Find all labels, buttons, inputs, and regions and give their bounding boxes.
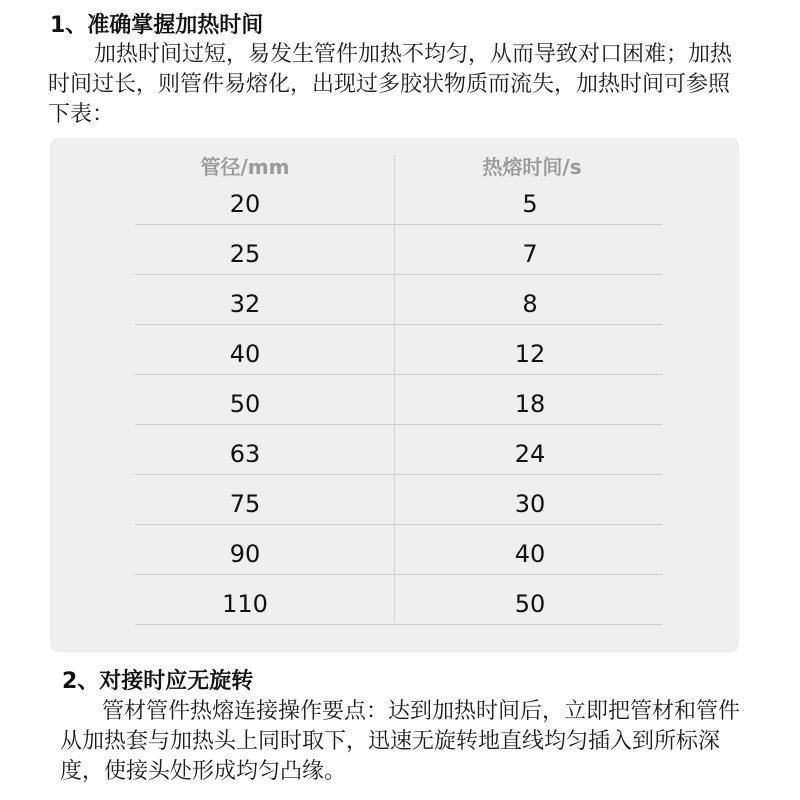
column-header-pipe-diameter: 管径/mm: [200, 155, 290, 179]
section-2-heading: 2、对接时应无旋转: [62, 669, 254, 694]
cell-pipe-diameter: 32: [229, 290, 261, 318]
cell-heating-time: 24: [514, 440, 546, 468]
table-row: [135, 524, 662, 575]
table-row: [135, 474, 662, 525]
cell-heating-time: 8: [522, 290, 538, 318]
cell-heating-time: 30: [514, 490, 546, 518]
cell-heating-time: 40: [514, 540, 546, 568]
cell-heating-time: 12: [514, 340, 546, 368]
cell-heating-time: 7: [522, 240, 538, 268]
cell-heating-time: 18: [514, 390, 546, 418]
cell-heating-time: 50: [514, 590, 546, 618]
cell-pipe-diameter: 20: [229, 190, 261, 218]
section-1-heading: 1、准确掌握加热时间: [50, 13, 264, 38]
cell-pipe-diameter: 75: [229, 490, 261, 518]
cell-pipe-diameter: 110: [222, 590, 268, 618]
cell-pipe-diameter: 25: [229, 240, 261, 268]
cell-pipe-diameter: 50: [229, 390, 261, 418]
column-header-heating-time: 热熔时间/s: [482, 155, 582, 179]
cell-pipe-diameter: 90: [229, 540, 261, 568]
table-row: [135, 224, 662, 275]
table-row: [135, 424, 662, 475]
table-row: [135, 574, 662, 625]
table-row: [135, 274, 662, 325]
cell-pipe-diameter: 63: [229, 440, 261, 468]
section-1-paragraph: 加热时间过短，易发生管件加热不均匀，从而导致对口困难；加热时间过长，则管件易熔化，出现过多胶状物质而流失，加热时间可参照下表：: [48, 42, 733, 127]
table-row: [135, 174, 662, 225]
table-row: [135, 324, 662, 375]
table-row: [135, 374, 662, 425]
section-2-paragraph: 管材管件热熔连接操作要点：达到加热时间后，立即把管材和管件从加热套与加热头上同时取下，迅速无旋转地直线均匀插入到所标深度，使接头处形成均匀凸缘。: [60, 699, 741, 784]
cell-pipe-diameter: 40: [229, 340, 261, 368]
cell-heating-time: 5: [522, 190, 538, 218]
